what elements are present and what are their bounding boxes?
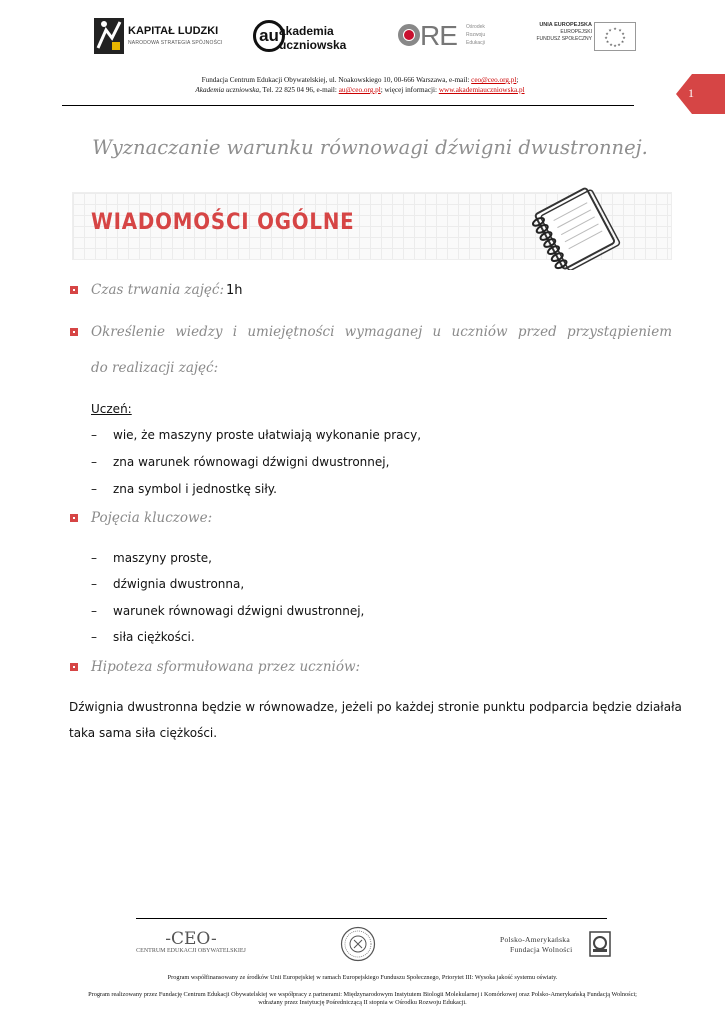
student-item: zna symbol i jednostkę siły. bbox=[113, 482, 277, 496]
akademia-uczniowska-logo bbox=[253, 18, 353, 56]
bullet-square-icon bbox=[70, 514, 78, 522]
dash-icon: – bbox=[91, 428, 97, 442]
footer-line1: Program współfinansowany ze środków Unii Europejskiej w ramach Europejskiego Funduszu Społecznego, Priorytet III: Wysoka jakość systemu oświaty. bbox=[167, 974, 558, 981]
header-contact-line: Akademia uczniowska, Tel. 22 825 04 96, e-mail: au@ceo.org.pl; więcej informacji: www.akademiauczniowska.pl bbox=[195, 86, 525, 94]
svg-text:★: ★ bbox=[609, 42, 613, 47]
footer-line2: Program realizowany przez Fundację Centrum Edukacji Obywatelskiej we współpracy z partnerami: Międzynarodowym Instytutem Biologii Molekularnej i Komórkowej oraz Polsko-Amerykańską Fundacją Wolności; bbox=[88, 991, 637, 998]
svg-text:★: ★ bbox=[620, 39, 625, 44]
ceo-logo bbox=[135, 930, 247, 960]
notebook-icon bbox=[522, 180, 624, 270]
concept-item: warunek równowagi dźwigni dwustronnej, bbox=[113, 604, 365, 618]
svg-text:★: ★ bbox=[621, 31, 625, 36]
svg-text:★: ★ bbox=[622, 35, 626, 40]
ore-wordmark: RE bbox=[420, 20, 457, 51]
svg-text:★: ★ bbox=[605, 39, 610, 44]
concept-item: maszyny proste, bbox=[113, 551, 212, 565]
svg-text:★: ★ bbox=[613, 26, 617, 31]
hypothesis-text-line1: Dźwignia dwustronna będzie w równowadze, jeżeli po każdej stronie punktu podparcia będzie działała bbox=[69, 700, 682, 714]
svg-text:★: ★ bbox=[608, 27, 612, 33]
knowledge-label-line2: do realizacji zajęć: bbox=[91, 360, 219, 376]
ceo-mark: -CEO- bbox=[165, 929, 217, 949]
svg-text:★: ★ bbox=[617, 42, 621, 47]
duration-label: Czas trwania zajęć: bbox=[91, 282, 224, 298]
bullet-square-icon bbox=[70, 328, 78, 336]
institute-seal-icon bbox=[340, 926, 376, 962]
page-title: Wyznaczanie warunku równowagi dźwigni dwustronnej. bbox=[92, 136, 648, 159]
pafw-emblem-icon bbox=[589, 931, 611, 957]
bullet-square-icon bbox=[70, 286, 78, 294]
kapital-ludzki-logo bbox=[92, 14, 222, 60]
dash-icon: – bbox=[91, 455, 97, 469]
akademia-line2: uczniowska bbox=[279, 38, 347, 52]
eu-logo bbox=[530, 20, 640, 52]
au-email-link[interactable]: au@ceo.org.pl bbox=[338, 86, 381, 94]
svg-text:★: ★ bbox=[604, 35, 608, 40]
kapital-ludzki-subtitle: NARODOWA STRATEGIA SPÓJNOŚCI bbox=[128, 40, 223, 46]
concept-item: siła ciężkości. bbox=[113, 630, 195, 644]
duration-value: 1h bbox=[226, 283, 243, 298]
concept-item: dźwignia dwustronna, bbox=[113, 577, 245, 591]
student-item: zna warunek równowagi dźwigni dwustronnej, bbox=[113, 455, 390, 469]
ceo-name: CENTRUM EDUKACJI OBYWATELSKIEJ bbox=[136, 948, 246, 954]
dash-icon: – bbox=[91, 551, 97, 565]
eu-flag-icon bbox=[594, 22, 636, 51]
svg-text:★: ★ bbox=[618, 27, 622, 33]
bullet-square-icon bbox=[70, 663, 78, 671]
footer-divider bbox=[136, 918, 607, 919]
akademia-mark: au bbox=[253, 20, 285, 52]
website-link[interactable]: www.akademiauczniowska.pl bbox=[438, 86, 525, 94]
kapital-ludzki-emblem-icon bbox=[92, 14, 126, 58]
ceo-email-link[interactable]: ceo@ceo.org.pl bbox=[471, 76, 517, 84]
student-item: wie, że maszyny proste ułatwiają wykonanie pracy, bbox=[113, 428, 422, 442]
hypothesis-text-line2: taka sama siła ciężkości. bbox=[69, 726, 218, 740]
page-number: 1 bbox=[688, 86, 694, 100]
eu-text: UNIA EUROPEJSKA EUROPEJSKI FUNDUSZ SPOŁECZNY bbox=[536, 22, 592, 42]
header-address-line: Fundacja Centrum Edukacji Obywatelskiej, ul. Noakowskiego 10, 00-666 Warszawa, e-mail: ceo@ceo.org.pl; bbox=[201, 76, 519, 84]
concepts-label: Pojęcia kluczowe: bbox=[91, 510, 213, 526]
knowledge-label-line1: Określenie wiedzy i umiejętności wymaganej u uczniów przed przystąpieniem bbox=[91, 324, 672, 340]
svg-text:★: ★ bbox=[605, 31, 609, 36]
dash-icon: – bbox=[91, 577, 97, 591]
header-divider bbox=[62, 105, 634, 106]
pafw-text: Polsko-Amerykańska Fundacja Wolności bbox=[500, 935, 573, 954]
hypothesis-label: Hipoteza sformułowana przez uczniów: bbox=[91, 659, 361, 675]
banner-title: WIADOMOŚCI OGÓLNE bbox=[91, 210, 355, 235]
ore-side-text: Ośrodek Rozwoju Edukacji bbox=[466, 24, 486, 46]
ore-logo bbox=[396, 20, 496, 54]
ore-dot-icon bbox=[404, 30, 414, 40]
student-label: Uczeń: bbox=[91, 402, 132, 416]
svg-text:★: ★ bbox=[613, 43, 617, 48]
page-number-tab-icon bbox=[676, 74, 725, 114]
dash-icon: – bbox=[91, 482, 97, 496]
kapital-ludzki-title: KAPITAŁ LUDZKI bbox=[128, 25, 219, 37]
akademia-line1: akademia bbox=[279, 24, 334, 38]
footer-line3: wdrażany przez Instytucję Pośredniczącą II stopnia w Ośrodku Rozwoju Edukacji. bbox=[258, 999, 467, 1006]
dash-icon: – bbox=[91, 630, 97, 644]
dash-icon: – bbox=[91, 604, 97, 618]
